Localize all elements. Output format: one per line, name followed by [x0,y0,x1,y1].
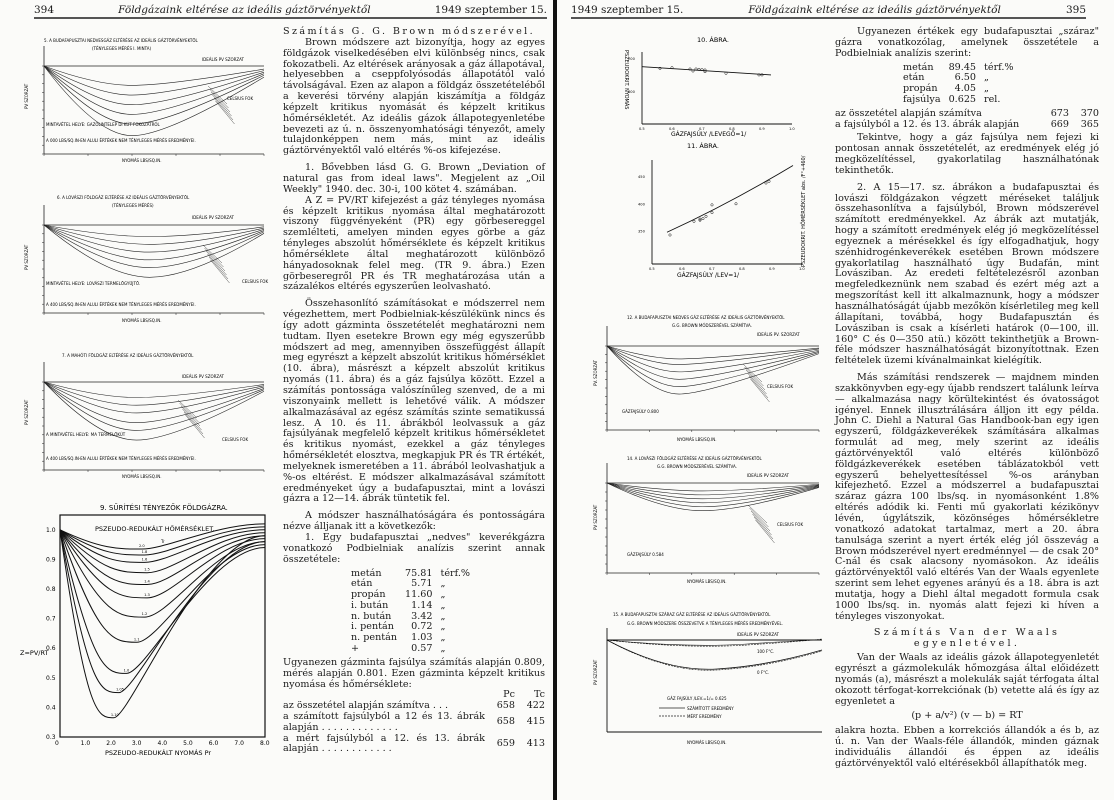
leader-line [184,412,203,434]
fig6-ylabel: PV SZORZAT [24,244,29,270]
series-label: 1.05 [115,687,124,692]
x-tick-label: 0.6 [679,267,685,271]
row-label: a mért fajsúlyból a 12. és 13. ábrák alapján . . . . . . . . . . . . [283,732,485,755]
component-unit: „ [440,578,446,590]
fig12-subtitle: G.G. BROWN MÓDSZERÉVEL SZÁMÍTVA. [672,323,752,328]
leader-line [181,406,200,426]
x-tick-label: 1.0 [789,127,795,131]
y-tick-label: 0.6 [46,645,56,653]
fig7-xlabel: NYOMÁS LBS/SQ.IN. [122,474,162,479]
component-name: propán [351,589,386,601]
component-value: 75.81 [405,567,433,579]
figure-9-chart [20,500,280,760]
fig11-ylabel: PSZEUDOKRIT. HŐMÉRSÉKLET abs. /F°+460/ [801,155,807,267]
component-value: 0.625 [948,93,977,105]
x-tick-label: 0.7 [709,267,715,271]
pc-value: 658 [496,700,515,712]
calc-curve-hot [607,640,822,645]
x-tick-label: 8.0 [260,740,270,747]
issue-date: 1949 szeptember 15. [434,4,547,16]
component-value: 0.72 [411,621,433,633]
running-title: Földgázaink eltérése az ideális gáztörvényektől [748,4,1001,16]
leader-line [751,511,770,531]
x-tick-label: 5.0 [183,740,193,747]
section-heading-vdw: Számítás Van der Waals [873,627,1061,639]
fig14-ylabel: PV SZORZAT [593,504,598,530]
paragraph: 1. Egy budafapusztai „nedves" keverékgázra vonatkozó Podbielniak analízis szerint annak összetétele: [283,531,545,565]
y-tick-label: 450 [638,174,645,179]
component-name: + [351,643,360,655]
x-tick-label: 0.5 [649,267,655,271]
figure-5-chart [22,34,272,169]
fig10-xlabel: GÁZFAJSÚLY /LEVEGŐ=1/ [671,131,747,138]
right-page [557,0,1114,800]
row-label: az összetétel alapján számítva . . . [283,700,449,712]
composition-row [351,644,478,655]
tc-value: 415 [526,716,545,728]
temperature-curve [607,346,819,359]
temperature-curve [44,66,264,114]
component-value: 6.50 [954,72,977,84]
fig7-note2: A 400 LBS/SQ.IN-EN ALULI ÉRTÉKEK NEM TÉNYLEGES MÉRÉS EREDMÉNYEI. [46,456,196,461]
x-tick-label: 0.9 [759,127,765,131]
temperature-curve [44,382,264,405]
fig15-hot-label: 100 F°C. [757,649,775,654]
fig15-xlabel: NYOMÁS LBS/SQ.IN. [687,740,727,745]
data-point [735,203,737,205]
data-point [765,182,767,184]
y-tick-label: 0.3 [46,734,56,741]
leader-line [209,257,228,279]
series-tr-1.0 [60,530,265,674]
component-value: 1.14 [411,599,433,611]
x-tick-label: 0 [55,740,59,747]
fig7-title: 7. A MAHÓTI FÖLDGÁZ ELTÉRÉSE AZ IDEÁLIS GÁZTÖRVÉNYEKTŐL [62,353,194,358]
paragraph: A módszer használhatóságára és pontosságára nézve álljanak itt a következők: [283,510,545,533]
temperature-curve [44,225,264,277]
leader-line [183,409,202,430]
y-tick-label: 1.0 [46,526,56,534]
component-value: 3.42 [411,610,433,622]
temperature-curve [607,483,819,503]
x-tick-label: 3.0 [131,740,142,747]
figure-6-chart [22,185,272,325]
pc-value: 673 [1050,107,1069,119]
fig15-legend-calc: SZÁMÍTOTT EREDMÉNY [687,706,734,711]
fig12-temp-label: CELSIUS FOK [767,384,794,389]
series-label: 1.10 [110,712,119,717]
series-label: 1.1 [133,637,140,642]
component-name: i. pentán [351,621,394,633]
header-rule [34,17,547,19]
component-unit: „ [440,610,446,622]
fig9-title: 9. SŰRÍTÉSI TÉNYEZŐK FÖLDGÁZRA. [100,504,228,512]
component-name: n. bután [351,610,392,622]
issue-date: 1949 szeptember 15. [571,4,684,16]
fig14-subtitle: G.G. BROWN MÓDSZERÉVEL SZÁMÍTVA. [657,464,737,469]
paragraph: Brown módszere azt bizonyítja, hogy az egyes földgázok viselkedésében elvi különbség nincs, csak fokozatbeli. Az eltérések arányosak a gáz állapotával, helyesebben a cseppfolyósodás állapotától való távolságával. Ezen az alapon a földgáz összetételéből a keverési törvény alapján kiszámítja a földgáz képzelt kritikus nyomását és képzelt kritikus hőmérsékletét. Az ideális gázok állapotegyenletébe bevezeti az ú. n. összenyomhatósági tényezőt, amely tulajdonképpen nem más, mint az ideális gáztörvényektől való eltérés %-os kifejezése. [283,36,545,157]
x-tick-label: 0.5 [639,127,645,131]
fig6-note1: MINTAVÉTEL HELYE: LOVÁSZI TERMELŐGYŰJTŐ. [46,281,141,286]
component-value: 11.60 [405,589,433,601]
fig5-ideal-label: IDEÁLIS PV SZORZAT [202,57,244,62]
component-unit: „ [440,589,446,601]
x-tick-label: 0.7 [699,127,705,131]
table-row [283,734,545,756]
fig6-temp-label: CELSIUS FOK [242,279,269,284]
fig9-xlabel: PSZEUDO-REDUKÁLT NYOMÁS Pr [105,749,212,757]
fig5-subtitle: (TÉNYLEGES MÉRÉS I. MINTA) [92,46,152,51]
paragraph: Ugyanezen értékek egy budafapusztai „száraz" gázra vonatkozólag, amelynek összetétele a Podbielniak analízis szerint: [835,26,1099,59]
figure-12 [567,296,827,446]
series-tr-1.5 [60,530,265,573]
x-tick-label: 0.6 [669,127,675,131]
data-point [705,215,707,217]
component-unit: „ [440,643,446,655]
series-label: 1.0 [123,668,130,673]
y-tick-label: 0.5 [46,674,56,682]
fig6-note2: A 400 LBS/SQ.IN-EN ALULI ÉRTÉKEK NEM TÉNYLEGES MÉRÉS EREDMÉNYEI. [46,302,196,307]
series-label: 1.2 [141,612,148,617]
component-value: 4.05 [954,83,977,95]
pc-value: 669 [1050,118,1069,130]
fig6-title: 6. A LOVÁSZI FÖLDGÁZ ELTÉRÉSE AZ IDEÁLIS GÁZTÖRVÉNYEKTŐL [57,195,190,200]
fig14-note: GÁZFAJSÚLY 0.584 [627,552,664,557]
component-name: etán [903,72,925,84]
footnote: 1. Bővebben lásd G. G. Brown „Deviation of natural gas from ideal laws". Megjelent az „Oil Weekly" 1940. dec. 30-i, 100 kötet 4. számában. [283,162,545,195]
temperature-curve [44,382,264,423]
temperature-curve [44,66,264,95]
paragraph: Van der Waals az ideális gázok állapotegyenletét egyrészt a gázmolekulák hőmozgása által előidézett nyomás (a), másrészt a molekulák saját térfogata által okozott térfogat-korrekciónak (b) vetette alá és így az egyenletet a [835,652,1099,707]
figure-14 [567,455,827,585]
critical-values-table-dry [835,109,1099,131]
fig14-temp-label: CELSIUS FOK [777,522,804,527]
fig9-tr-label: Tr [161,539,165,544]
paragraph: 2. A 15—17. sz. ábrákon a budafapusztai és lovászi földgázakon végzett méréseket találjuk összehasonlítva a fajsúlyból, Brown módszerével számított eredményekkel. Az ábrák azt mutatják, hogy a számított eredmények elég jó megközelítéssel egyeznek a mérésekkel és így elfogadhatjuk, hogy szénhidrogénkeverékek esetében Brown módszere gyakorlatilag használható úgy Budafán, mint Lovásziban. Az eredeti feltételezésről azonban megfeledkeznünk nem szabad és ezért még azt a megszorítást kell itt alkalmaznunk, hogy a módszer használhatóságát újabb mezőkön kísérletileg meg kell állapítani, továbbá, hogy Budafapusztán és Lovásziban is csak a kísérleti határok (0—100, ill. 160° C és 0—350 atü.) között tekinthetjük a Brown-féle módszer használhatóságát bizonyítottnak. Ezen feltételek üzemi kívánalmainkat kielégítik. [835,181,1099,367]
y-tick-label: 350 [638,229,645,234]
page-header [571,3,1086,17]
header-pc: Pc [503,689,515,701]
right-text-column [835,27,1099,770]
fig15-subtitle: G.G. BROWN MÓDSZERE ÖSSZEVETVE A TÉNYLEGES MÉRÉS EREDMÉNYÉVEL. [627,621,784,626]
tc-value: 370 [1080,107,1099,119]
tc-value: 413 [526,737,545,749]
fig9-ylabel: Z=PV/RT [20,649,49,657]
fig6-subtitle: (TÉNYLEGES MÉRÉS) [112,203,154,208]
y-tick-label: 0.8 [46,586,56,593]
series-label: 1.8 [141,549,148,554]
data-point [702,217,704,219]
series-tr-1.1 [60,530,265,642]
vdw-formula: (p + a/v²) (v — b) = RT [911,710,1023,722]
fig5-xlabel: NYOMÁS LBS/SQ.IN. [122,158,162,163]
fig5-ylabel: PV SZORZAT [24,83,29,109]
fig15-cold-label: 0 F°C. [757,670,770,675]
fig9-subtitle: PSZEUDO-REDUKÁLT HŐMÉRSÉKLET. [95,525,215,533]
y-tick-label: 400 [638,202,645,207]
page-number: 394 [34,4,55,16]
row-label: a számított fajsúlyból a 12 és 13. ábrák alapján . . . . . . . . . . . . . [283,711,485,733]
fig10-ylabel: PSZEUDOKRIT. NYOMÁS [623,50,629,110]
component-value: 5.71 [411,578,433,590]
running-title: Földgázaink eltérése az ideális gáztörvényektől [118,4,371,16]
leader-line [178,400,197,418]
leader-line [208,254,227,275]
paragraph: Tekintve, hogy a gáz fajsúlya nem fejezi ki pontosan annak összetételét, az eredmények elég jó megközelítéssel, gyakorlatilag használhatónak tekinthetők. [835,132,1099,176]
temperature-curve [44,66,264,85]
component-value: 89.45 [948,61,977,73]
component-value: 0.57 [411,643,433,655]
component-name: i. bután [351,599,389,611]
paragraph: Összehasonlító számításokat e módszerrel nem végezhettem, mert Podbielniak-készülékünk nincs és így adott gázminta összetételét meghatározni nem tudtam. Ilyen esetekre Brown egy még egyszerűbb módszert ad meg, amennyiben összefüggést állapít meg egyrészt a képzelt abszolút kritikus hőmérséklet (10. ábra), másrészt a képzelt abszolút kritikus nyomás (11. ábra) és a gáz fajsúlya között. Ezzel a számítás pontossága valószínűleg szenved, de a mi viszonyaink mellett is lehetővé válik. A módszer alkalmazásával az egész számítás szinte sematikussá lesz. A 10. és 11. ábrákból leolvassuk a gáz fajsúlyának megfelelő képzelt kritikus hőmérsékletet és kritikus nyomást, ezekkel a gáz tényleges hőmérsékletét elosztva, megkapjuk PR és TR értékét, melyeknek ismeretében a 11. ábrából leolvashatjuk a %-os eltérést. E módszer alkalmazásával számított eredményeket úgy a budafapusztai, mint a lovászi gázra a 12—14. ábrák tüntetik fel. [283,298,545,505]
component-unit: „ [440,632,446,644]
leader-line [749,376,768,398]
x-tick-label: 0.8 [739,267,745,271]
table-row [835,109,1099,120]
series-label: 1.6 [141,557,148,562]
y-tick-label: 0.4 [46,704,56,712]
fig11-title: 11. ÁBRA. [687,142,719,150]
header-tc: Tc [533,689,545,701]
x-tick-label: 7.0 [234,740,244,747]
y-tick-label: 0.9 [46,556,56,564]
fig5-note1: MINTAVÉTEL HELYE: GAZOLINTELEP DI KÚT FOKOZATRÓL [46,122,160,127]
component-name: propán [903,83,938,95]
x-tick-label: 0.8 [729,127,735,131]
series-label: 2.0 [139,544,145,549]
x-tick-label: 4.0 [157,740,168,747]
fig7-note1: A MINTAVÉTEL HELYE: MA TERMELŐKÚT [46,432,126,437]
leader-line [748,373,767,394]
leader-line [214,98,233,120]
paragraph: Ugyanezen gázminta fajsúlya számítás alapján 0.809, mérés alapján 0.801. Ezen gázminta képzelt kritikus nyomása és hőmérséklete: [283,656,545,690]
temperature-curve [44,382,264,397]
pc-value: 658 [496,716,515,728]
series-label: 1.3 [144,592,150,597]
fig15-title: 15. A BUDAFAPUSZTAI SZÁRAZ GÁZ ELTÉRÉSE AZ IDEÁLIS GÁZTÖRVÉNYEKTŐL [613,612,771,617]
y-tick-label: 0.7 [46,615,56,623]
fig12-xlabel: NYOMÁS LBS/SQ.IN. [677,437,717,442]
paragraph: Más számítási rendszerek — majdnem minden szakkönyvben egy-egy újabb rendszert találunk leírva — alkalmazása nagy körültekintést és óvatosságot igényel. Ennek illusztrálására álljon itt egy példa. John C. Diehl a Natural Gas Handbook-ban egy igen egyszerű, földgázkeverékek számítására alkalmas formulát ad meg, mely szerint az ideális gáztörvényektől való eltérés különböző földgázkeverékek esetében táblázatokból vett egyszerű behelyettesítéssel %-os arányban kifejezhető. Ezzel a módszerrel a budafapusztai száraz gázra 100 lbs/sq. in nyomásonként 1.8% eltérés adódik ki. Fenti mű gyakorlati kézikönyv lévén, úgylátszik, közönséges hőmérsékletre vonatkozó adatokat tartalmaz, mert a 20. ábra tanulsága szerint a nyert érték elég jól összevág a Brown módszerével nyert eredménnyel — de csak 20° C-nál és csak alacsony nyomásokon. Az ideális gáztörvényektől való eltérés Van der Waals egyenlete szerint sem lehet egyenes arányú és a 18. ábra is azt mutatja, hogy a Diehl által megadott formula csak 1000 lbs/sq. in. nyomás alatt fejezi ki híven a tényleges viszonyokat. [835,372,1099,622]
fig5-title: 5. A BUDAFAPUSZTAI NEDVESGÁZ ELTÉRÉSE AZ IDEÁLIS GÁZTÖRVÉNYEKTŐL [44,38,198,43]
fig15-ylabel: PV SZORZAT [593,659,598,685]
fig14-title: 14. A LOVÁSZI FÖLDGÁZ ELTÉRÉSE AZ IDEÁLIS GÁZTÖRVÉNYEKTŐL [627,456,762,461]
fig7-ylabel: PV SZORZAT [24,399,29,425]
table-row [283,712,545,734]
data-point [711,204,713,206]
plot-frame [60,515,265,737]
leader-line [754,517,773,539]
fig14-xlabel: NYOMÁS LBS/SQ.IN. [687,579,727,584]
row-label: a fajsúlyból a 12. és 13. ábrák alapján [835,118,1020,130]
fig6-xlabel: NYOMÁS LBS/SQ.IN. [122,318,162,323]
data-point [768,180,770,182]
fig6-ideal-label: IDEÁLIS PV SZORZAT [192,215,234,220]
fig12-ylabel: PV. SZORZAT [593,360,598,386]
figure-7-chart [22,340,272,480]
fig10-title: 10. ÁBRA. [697,36,729,44]
row-label: az összetétel alapján számítva [835,107,982,119]
component-unit: rel. [984,93,1001,105]
tc-value: 365 [1080,118,1099,130]
fig11-xlabel: GÁZFAJSÚLY /LEV=1/ [677,272,740,279]
left-text-column [283,27,545,755]
leader-line [206,251,225,271]
fit-curve [667,165,793,232]
leader-line [743,364,762,382]
figure-7 [22,340,272,480]
x-tick-label: 0.9 [769,267,775,271]
figure-12-chart [567,296,827,446]
section-heading-vdw-2: egyenletével. [913,638,1021,650]
tc-value: 422 [526,700,545,712]
fig12-title: 12. A BUDAFAPUSZTAI NEDVES GÁZ ELTÉRÉSE AZ IDEÁLIS GÁZTÖRVÉNYEKTŐL [627,315,785,320]
component-unit: „ [440,599,446,611]
figure-10-11 [617,32,827,282]
fig5-note2: A 000 LBS/SQ.IN-EN ALULI ÉRTÉKEK NEM TÉNYLEGES MÉRÉS EREDMÉNYEI. [46,138,196,143]
fig7-temp-label: CELSIUS FOK [222,437,249,442]
component-unit: „ [984,83,990,95]
component-unit: térf.% [984,61,1014,73]
y-tick-label: 600 [628,89,635,94]
fig15-note: GÁZ FAJSÚLY /LEV.=1/= 0.625 [667,696,727,701]
leader-line [748,505,767,523]
table-row [835,120,1099,131]
temperature-curve [607,346,819,364]
y-tick-label: 700 [628,57,635,62]
data-point [711,211,713,213]
header-rule [571,17,1086,19]
composition-table-wet [351,569,478,655]
fig7-ideal-label: IDEÁLIS PV SZORZAT [182,374,224,379]
temperature-curve [607,483,819,491]
calc-curve-cold [607,640,822,669]
fig15-ideal-label: IDEÁLIS PV SZORZAT [737,632,779,637]
component-name: etán [351,578,373,590]
leader-line [753,514,772,535]
component-unit: térf.% [440,567,470,579]
composition-table-dry [903,63,1022,106]
fig5-temp-label: CELSIUS FOK [227,96,254,101]
temperature-curve [607,346,819,387]
component-name: fajsúlya [903,93,941,105]
series-label: 1.4 [144,579,150,584]
fig14-ideal-label: IDEÁLIS PV SZORZAT [747,473,789,478]
critical-values-table [283,690,545,755]
x-tick-label: 6.0 [208,740,219,747]
figure-14-chart [567,455,827,585]
component-value: 1.03 [411,632,433,644]
component-unit: „ [984,72,990,84]
temperature-curve [44,225,264,252]
figure-6 [22,185,272,325]
figure-15-chart [567,600,827,750]
paragraph: alakra hozta. Ebben a korrekciós állandók a és b, az ú. n. Van der Waals-féle állandók, minden gáznak individuális állandói és éppen az ideális gáztörvényektől való eltérésekből állapíthatók meg. [835,725,1099,769]
figure-9 [20,500,280,760]
figure-10-11-chart [617,32,827,282]
pc-value: 659 [496,737,515,749]
series-label: 1.5 [144,567,150,572]
fig12-note: GÁZFAJSÚLY 0.800 [622,409,659,414]
component-name: metán [351,567,382,579]
x-tick-label: 1.0 [80,740,91,747]
section-heading-brown: Számítás G. G. Brown módszerével. [283,26,536,37]
figure-5 [22,34,272,169]
component-unit: „ [440,621,446,633]
temperature-curve [44,225,264,268]
composition-row [903,95,1022,106]
fig15-legend-meas: MÉRT EREDMÉNY [687,714,722,719]
page-header [34,3,547,17]
component-name: metán [903,61,934,73]
data-point [693,220,695,222]
fig12-ideal-label: IDEÁLIS PV. SZORZAT [757,332,800,337]
figure-15 [567,600,827,750]
paragraph: A Z = PV/RT kifejezést a gáz tényleges nyomása és képzelt kritikus nyomása által meghatározott viszony függvényeként (PR) egy görbesereggel szemlélteti, amelyen minden egyes görbe a gáz tényleges abszolút hőmérséklete és képzelt kritikus hőmérséklete által meghatározott különböző hányadosoknak felel meg. (TR 9. ábra.) Ezen görbeseregről PR és TR meghatározása után a százalékos eltérés egyszerűen leolvasható. [283,194,545,293]
component-name: n. pentán [351,632,398,644]
x-tick-label: 2.0 [106,740,116,747]
page-number: 395 [1065,4,1086,16]
x-tick-label: 1.0 [799,267,805,271]
data-point [669,234,671,236]
